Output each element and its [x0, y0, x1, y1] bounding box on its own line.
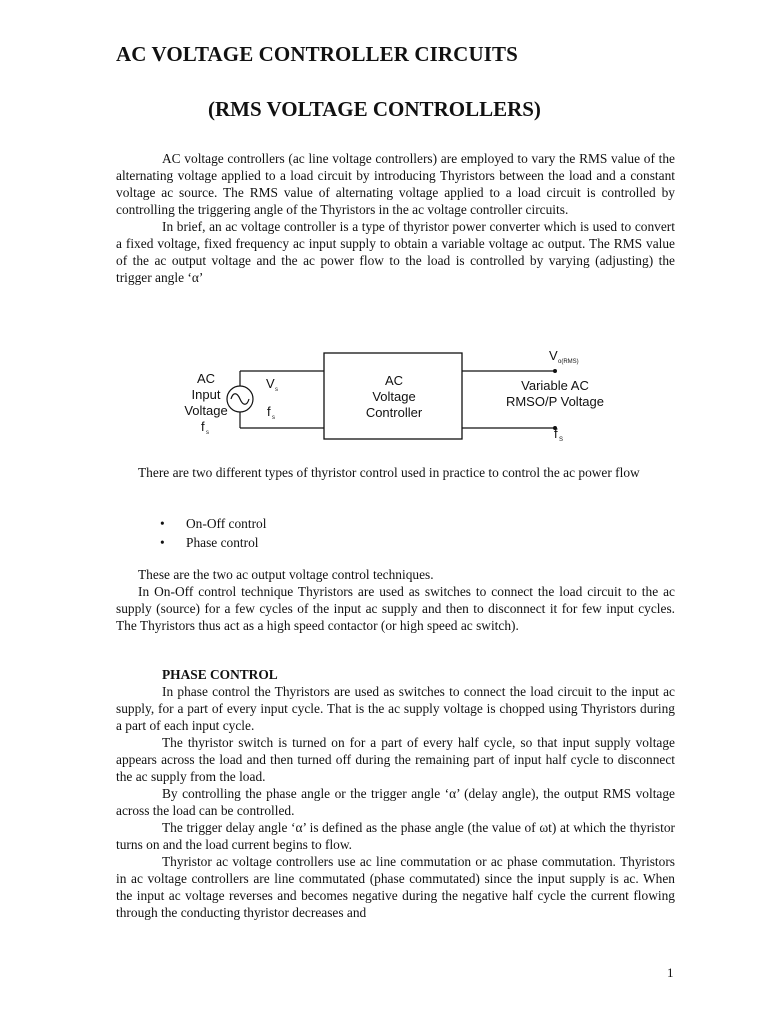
types-section	[116, 464, 675, 481]
list-item: • On-Off control	[160, 514, 266, 533]
block-diagram	[170, 340, 620, 450]
phase-control-heading: PHASE CONTROL	[162, 667, 278, 682]
box-label-line-1: AC	[384, 373, 404, 388]
phase-control-section	[116, 666, 675, 921]
document-subtitle: (RMS VOLTAGE CONTROLLERS)	[208, 97, 541, 121]
output-voltage-subscript: o(RMS)	[558, 359, 579, 365]
input-label-line-3: Voltage	[184, 403, 228, 418]
intro-paragraph-2: In brief, an ac voltage controller is a type of thyristor power converter which is used to convert a fixed voltage, fixed frequency ac input supply to obtain a variable voltage ac output. The RMS value of the ac output voltage and the ac power flow to the load is controlled by varying (adjusting) the trigger angle ‘α’	[116, 219, 675, 285]
input-frequency-subscript: s	[206, 430, 209, 436]
page-number: 1	[667, 965, 674, 980]
intro-paragraph-1: AC voltage controllers (ac line voltage controllers) are employed to vary the RMS value of the alternating voltage applied to a load circuit by introducing Thyristors between the load and a constant voltage ac source. The RMS value of alternating voltage applied to a load circuit is controlled by controlling the triggering angle of the Thyristors in the ac voltage controller circuits.	[116, 151, 675, 217]
box-label-line-2: Voltage	[372, 389, 416, 404]
phase-paragraph-2: The thyristor switch is turned on for a part of every half cycle, so that input supply voltage appears across the load and then turned off during the remaining part of input half cycle to disconnect the ac supply from the load.	[116, 735, 675, 784]
types-intro-paragraph: There are two different types of thyristor control used in practice to control the ac power flow	[138, 465, 640, 480]
input-frequency-symbol: f	[201, 419, 205, 434]
output-label-line-2: RMSO/P Voltage	[505, 394, 605, 409]
fs-subscript: s	[272, 415, 275, 421]
output-terminal-top	[553, 369, 557, 373]
output-frequency-subscript: S	[559, 437, 564, 443]
phase-paragraph-5: Thyristor ac voltage controllers use ac line commutation or ac phase commutation. Thyristors in ac voltage controllers are line commutated (phase commutated) since the input supply is ac. When the input ac voltage reverses and becomes negative during the negative half cycle the current flowing through the conducting thyristor decreases and	[116, 854, 675, 920]
input-label-line-2: Input	[191, 387, 221, 402]
onoff-paragraph-2: In On-Off control technique Thyristors are used as switches to connect the load circuit to the ac supply (source) for a few cycles of the input ac supply and then to disconnect it for few input cycles. The Thyristors thus act as a high speed contactor (or high speed ac switch).	[116, 584, 675, 633]
document-title: AC VOLTAGE CONTROLLER CIRCUITS	[116, 42, 518, 66]
fs-symbol: f	[267, 404, 271, 419]
intro-section	[116, 150, 675, 286]
onoff-section	[116, 566, 675, 634]
phase-paragraph-1: In phase control the Thyristors are used as switches to connect the load circuit to the input ac supply, for a part of every input cycle. That is the ac supply voltage is chopped using Thyristors during a part of each input cycle.	[116, 684, 675, 733]
ac-source-icon	[227, 386, 253, 412]
output-frequency-symbol: f	[554, 426, 558, 441]
vs-subscript: s	[275, 387, 278, 393]
output-voltage-symbol: V	[549, 348, 558, 363]
box-label-line-3: Controller	[365, 405, 423, 420]
vs-symbol: V	[266, 376, 275, 391]
output-label-line-1: Variable AC	[521, 378, 589, 393]
onoff-paragraph-1: These are the two ac output voltage control techniques.	[138, 567, 434, 582]
phase-paragraph-3: By controlling the phase angle or the trigger angle ‘α’ (delay angle), the output RMS voltage across the load can be controlled.	[116, 786, 675, 818]
phase-paragraph-4: The trigger delay angle ‘α’ is defined as the phase angle (the value of ωt) at which the thyristor turns on and the load current begins to flow.	[116, 820, 675, 852]
control-types-list	[160, 514, 266, 552]
list-item: • Phase control	[160, 533, 266, 552]
input-label-line-1: AC	[196, 371, 216, 386]
